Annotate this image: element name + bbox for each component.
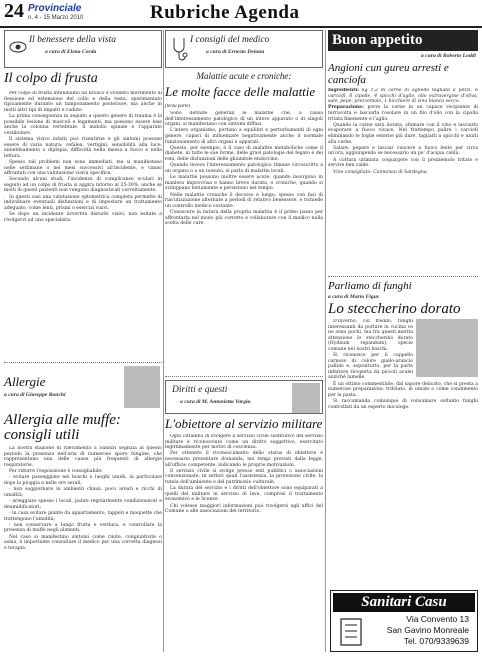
paragraph: Nelle malattie croniche il decorso è lungo, spesso con fasi di riacutizzazione alternate a periodi di relativo benessere, e richiede un controllo medico costante. [165,192,323,209]
rubric-author: a cura di Elena Corda [45,49,97,55]
rubric-author: a cura di Roberto Loddi [420,53,476,59]
paragraph: Le malattie possono inoltre essere acute, quando insorgono in maniera improvvisa e hanno breve durata, o croniche, quando si sviluppano lentamente e persistono nel tempo. [165,175,323,192]
author-photo [292,383,320,413]
article-body [165,111,323,373]
wine-note: Vino consigliato: Cannonau di Sardegna. [333,169,429,175]
recipe-body [328,88,478,273]
story-author: a cura di Mario Figus [328,294,379,300]
article-title: Le molte facce delle malattie [165,84,316,99]
recipe-title: Angioni cun gureu arresti e canciofa [328,62,449,86]
divider [328,276,478,277]
paragraph: Il servizio civile si svolge presso enti pubblici o associazioni convenzionate, in settori quali l'assistenza, la protezione civile, la tutela dell'ambiente e del patrimonio culturale. [165,468,323,485]
ad-address: Via Convento 13 [406,614,469,624]
ingredients-label: Ingredienti: [328,88,359,93]
paragraph: La prima conseguenza in seguito a questo genere di trauma è la possibile lesione di muscoli e legamenti, ma possono essere lese anche la colonna vertebrale, il midollo spinale e l'apparato vestibolare. [4,113,162,136]
shop-logo-icon [337,615,365,649]
paragraph: - non conservare a lungo frutta e verdura, e controllare la presenza di muffe negli alimenti. [4,522,162,534]
paragraph: La durata del servizio e i diritti dell'obiettore sono equiparati a quelli del militare in servizio di leva, compresi il trattamento economico e le licenze. [165,486,323,503]
ad-phone: Tel. 070/9339639 [403,636,469,646]
paragraph: porre la carne in un capace recipiente di terracotta e lasciarla rosolare in un filo d'olio con la cipolla tritata finemente e l'aglio. [328,105,478,122]
paragraph: Si riconosce per il cappello carnoso di colore giallo-arancio pallido e, soprattutto, per la parte inferiore ricoperta da piccoli aculei anziché lamelle. [328,353,413,381]
paragraph: La nostra stazione di rilevamento a Sanluri segnala in questo periodo la presenza nell'aria di numerose spore fungine, che rappresentano una delle cause più frequenti di allergie respiratorie. [4,446,162,468]
paragraph: Se dopo un incidente avvertite disturbi visivi, non esitate a rivolgervi ad uno specialista. [4,212,162,223]
article-body [4,446,162,648]
preparation-label: Preparazione: [328,105,364,111]
ad-city: San Gavino Monreale [386,625,469,635]
page-number: 24 [4,0,24,22]
column-medico [165,30,323,609]
section-title: Rubriche Agenda [150,2,300,23]
rubric-author: a cura di M. Antonietta Vargiu [180,399,251,405]
paragraph: Il sistema visivo infatti può risentirne e gli sintomi possono essere di varia natura: cefalea, vertigini, sensibilità alla luce, annebbiamento o diplopia, difficoltà nella messa a fuoco e nella lettura. [4,136,162,159]
paragraph: - in casa evitare piante da appartamento, tappeti e moquette che trattengono l'umidità; [4,511,162,522]
paragraph: In questi casi una valutazione optometrica completa permette di individuare eventuali disfunzioni e di impostare un trattamento adeguato, come lenti, prismi o esercizi visivi. [4,194,162,211]
paragraph: Conoscere la natura della propria malattia è il primo passo per affrontarla nel modo più corretto e collaborare con il medico nella scelta delle cure. [165,210,323,227]
column-vista [4,30,162,648]
column-divider [163,30,164,652]
stethoscope-icon [170,35,188,63]
issue-date: n. 4 - 15 Marzo 2010 [28,15,84,21]
divider [4,362,162,363]
header-rule [0,26,482,28]
article-body [165,434,323,609]
column-divider [325,30,326,652]
story-body [328,319,478,597]
ad-brand: Sanitari Casu [333,593,475,612]
paragraph: Nel caso si manifestino sintomi come rinite, congiuntivite o asma, è importante consultare il medico per una corretta diagnosi e terapia. [4,534,162,551]
article-body [4,91,162,359]
paragraph: Quando invece l'interessamento patologico rimane circoscritto a un organo o a un tessuto, si parla di malattie locali. [165,163,323,174]
mushroom-photo [416,319,478,377]
paragraph: - evitare passeggiate nei boschi o luoghi umidi, in particolare dopo la pioggia e nelle ore serali; [4,475,162,486]
column-appetito [328,30,478,597]
paragraph: - non soggiornare in ambienti chiusi, poco areati e ricchi di umidità; [4,487,162,498]
article-title: L'obiettore al servizio militare [165,416,323,431]
page-header [0,0,482,26]
rubric-title: Il benessere della vista [29,35,116,45]
story-title: Lo steccherino dorato [328,301,461,317]
paragraph: A cottura ultimata cospargere con il prezzemolo tritato e servire ben caldo. [328,157,478,169]
paragraph: D'inverno, col freddo, funghi interessanti da portare in cucina ce ne sono pochi, ma tra questi merita attenzione lo steccherino dorato (Hydnum repandum), specie comune nei nostri boschi. [328,319,413,352]
rubric-header-diritti [165,380,323,414]
rubric-header-vista [4,30,162,68]
rubric-banner: Buon appetito [328,30,478,51]
article-part: (terza parte) [165,104,191,109]
rubric-title: Diritti e questi [172,385,228,395]
paragraph: È un ottimo commestibile, dal sapore delicato, che si presta a numerose preparazioni: trifolato, in umido o come condimento per la pasta. [328,381,478,398]
paragraph: Sono definite generali le malattie che, a causa dell'interessamento patologico di un intero apparato o di singoli organi, si manifestano con sintomi diffusi. [165,111,323,128]
paragraph: Per colpo di frusta intendiamo un brusco e violento movimento di flessione ed estensione del collo e della testa, sperimentato tipicamente durante un tamponamento posteriore, ma anche in molti altri tipi di impatti e cadute. [4,91,162,113]
article-title: Il colpo di frusta [4,71,98,86]
paragraph: Salare, pepare e lasciar cuocere a fuoco lento per circa un'ora, aggiungendo se necessario un po' d'acqua calda. [328,145,478,157]
paragraph: Spesso tali problemi non sono immediati, ma si manifestano nelle settimane o nei mesi successivi all'incidente, e vanno affrontati con una valutazione visiva specifica. [4,159,162,177]
author-photo [124,366,160,408]
rubric-author: a cura di Ernesto Deiana [206,49,265,55]
rubric-title: Allergie [4,374,46,389]
story-kicker: Parliamo di funghi [328,280,412,292]
article-title: Allergia alle muffe: consigli utili [4,412,121,443]
eye-icon [9,35,27,63]
paragraph: Si raccomanda comunque di consumare soltanto funghi controllati da un esperto micologo. [328,399,478,410]
rubric-header-allergie [4,366,162,410]
newspaper-logo: Provinciale [28,3,82,14]
paragraph: Ogni cittadino di svolgere il servizio civile sostitutivo del servizio militare è riconosciuto come un diritto soggettivo, esercitato legittimamente per motivi di coscienza. [165,434,323,451]
paragraph: Per ottenere il riconoscimento dello status di obiettore è necessario presentare domanda, nei tempi previsti dalla legge, all'ufficio competente, indicando le proprie motivazioni. [165,451,323,468]
advertisement[interactable] [330,590,478,652]
paragraph: Quando la carne sarà dorata, sfumare con il vino e lasciarlo evaporare a fuoco vivace. Nel frattempo pulire i carciofi eliminando le foglie esterne più dure, tagliarli a spicchi e unirli alla carne. [328,122,478,145]
paragraph: L'intero organismo, portano a squilibri e perturbamenti di ogni genere, capaci di influenzare negativamente anche il normale funzionamento di altri organi e apparati. [165,128,323,145]
paragraph: Secondo alcuni studi, l'incidenza di complicanze oculari in seguito ad un colpo di frusta si aggira intorno al 25-30%, anche se molti di questi pazienti non vengono diagnosticati correttamente. [4,177,162,194]
ingredients-text: kg 1,2 di carne di agnello tagliata a pezzi, 6 carciofi, 6 cipolle, 4 spicchi d'aglio, olio extravergine d'oliva, sale, pepe, prezzemolo, 1 bicchiere di vino bianco secco. [328,88,478,105]
rubric-header-medico [165,30,323,68]
article-kicker: Malattie acute e croniche: [196,71,292,81]
preparation [328,105,478,122]
rubric-author: a cura di Giuseppe Ronchi [4,392,66,398]
paragraph: Per ridurre l'esposizione è consigliabile: [9,468,103,474]
divider [165,376,323,377]
paragraph: - arieggiare spesso i locali, pulire regolarmente condizionatori e deumidificatori; [4,499,162,510]
rubric-title: I consigli del medico [190,35,270,45]
ingredients [328,88,478,105]
paragraph: Questo, per esempio, è il caso di malattie metaboliche come il diabete, in tutte le sue forme, delle gravi patologie del fegato e dei reni, delle disfunzioni delle ghiandole endocrine. [165,145,323,162]
paragraph: Chi volesse maggiori informazioni può rivolgersi agli uffici del Comune o alle associazioni del territorio. [165,503,323,515]
